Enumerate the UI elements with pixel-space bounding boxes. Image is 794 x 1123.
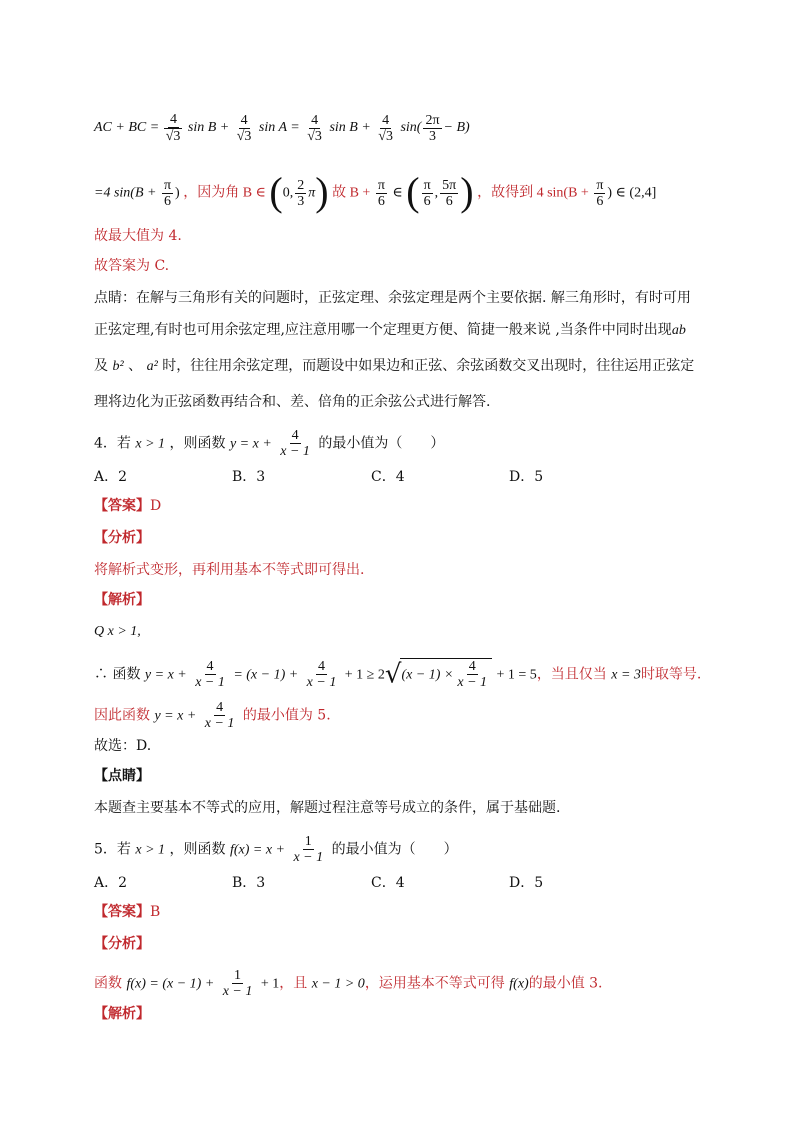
- analysis-math: f(x) = (x − 1) +: [126, 976, 215, 992]
- solution-math: + 1 ≥ 2: [344, 667, 385, 683]
- q5-option-a: A．2: [94, 875, 128, 891]
- eq-term: sin B +: [329, 120, 371, 136]
- paren-open: (: [406, 168, 420, 214]
- fraction: $\frac{2}{3}$: [297, 178, 305, 209]
- fraction: $\frac{2\pi}{3}$: [425, 112, 440, 144]
- q5-text: 的最小值为（ ）: [331, 841, 458, 858]
- q5-analysis: [94, 968, 603, 999]
- q4-function: y = x +: [229, 436, 272, 452]
- math-b2: b²: [112, 359, 124, 374]
- q4-option-c: C．4: [371, 469, 405, 485]
- max-value-line: 故最大值为 4.: [94, 228, 182, 244]
- eq-lhs: AC + BC =: [94, 120, 160, 136]
- paren-close: ): [460, 168, 474, 214]
- eq-term: sin A =: [258, 120, 300, 136]
- analysis-text: 的最小值 3.: [528, 975, 603, 992]
- q5-option-b: B．3: [232, 875, 266, 891]
- analysis-math: f(x): [509, 976, 529, 992]
- q4-text: 的最小值为（ ）: [318, 435, 445, 452]
- fraction: $\frac{\pi}{6}$: [423, 178, 431, 209]
- solution-math: y = x +: [154, 708, 197, 724]
- fraction: $\frac{1}{x - 1}$: [222, 968, 253, 999]
- answer-tag: 【答案】: [94, 498, 150, 514]
- answer-line: 故答案为 C.: [94, 258, 170, 274]
- fraction: $\frac{\pi}{6}$: [163, 178, 172, 209]
- fraction: $\frac{4}{x - 1}$: [204, 700, 235, 731]
- q5-number: 5．若: [94, 841, 131, 858]
- q4-solution-tag: 【解析】: [94, 592, 150, 608]
- fraction: $\frac{1}{x - 1}$: [293, 834, 324, 865]
- q4-option-b: B．3: [232, 469, 266, 485]
- q4-solution-1: Q x > 1,: [94, 624, 141, 639]
- q4-choose: 故选：D.: [94, 738, 152, 754]
- q5-analysis-tag: 【分析】: [94, 936, 150, 952]
- radicand: (x − 1) × $\frac{4}{x - 1}$: [400, 658, 492, 690]
- math-a2: a²: [146, 359, 158, 374]
- solution-math: x = 3: [611, 667, 641, 683]
- fraction: $\frac{4}{√3}$: [236, 112, 252, 144]
- comment-text: 及: [94, 358, 108, 374]
- fraction: $\frac{4}{x - 1}$: [280, 428, 310, 459]
- analysis-math: + 1: [260, 976, 280, 992]
- radical-sign: √: [384, 659, 402, 690]
- q5-option-c: C．4: [371, 875, 405, 891]
- fraction: $\frac{5\pi}{6}$: [442, 178, 457, 209]
- eq-part: ) ∈ (2,4]: [607, 185, 657, 201]
- comment-line-4: 理将边化为正弦函数再结合和、差、倍角的正余弦公式进行解答.: [94, 394, 491, 410]
- fraction: $\frac{\pi}{6}$: [596, 178, 604, 209]
- comment-line-2: [94, 320, 686, 341]
- analysis-math: x − 1 > 0: [311, 976, 365, 992]
- fraction: $\frac{4}{√3}$: [307, 112, 322, 144]
- q4-option-d: D．5: [509, 469, 544, 485]
- comment-line-3: [94, 356, 694, 377]
- q4-number: 4．若: [94, 435, 131, 452]
- eq-text: ，故得到 4 sin(B +: [477, 185, 589, 201]
- q4-option-a: A．2: [94, 469, 128, 485]
- paren-open: (: [269, 168, 283, 214]
- q5-solution-tag: 【解析】: [94, 1006, 150, 1022]
- solution-text: 因此函数: [94, 707, 150, 724]
- q4-solution-2: [94, 658, 701, 690]
- fraction: $\frac{\pi}{6}$: [377, 178, 385, 209]
- q4-text: ，则函数: [169, 435, 226, 452]
- eq-part: ): [175, 185, 180, 201]
- fraction: $\frac{4}{x - 1}$: [306, 659, 337, 690]
- interval-part: 0,: [282, 185, 294, 201]
- math-ab: ab: [671, 323, 686, 338]
- equation-line-2: =4 sin(B + $\frac{\pi}{6}$ ) ，因为角 B ∈ (0, $\frac{2}{3}$ π) 故 B + $\frac{\pi}{6}$ ∈ ( $\frac{\pi}{6}$ , $\frac{5\pi}{6}$ ) ，故得到 4 sin(B + $\frac{\pi}{6}$ ) ∈ (2,4]: [94, 168, 657, 214]
- fraction: $\frac{4}{√3}$: [378, 112, 393, 144]
- q5-condition: x > 1: [135, 842, 166, 858]
- eq-term: sin(: [400, 120, 422, 136]
- eq-term: sin B +: [187, 120, 230, 136]
- q5-answer: [94, 902, 160, 922]
- solution-text: ，当且仅当: [536, 666, 607, 683]
- eq-part: ∈: [392, 185, 403, 201]
- q4-comment-tag: 【点睛】: [94, 768, 150, 784]
- q4-comment: 本题查主要基本不等式的应用，解题过程注意等号成立的条件，属于基础题.: [94, 800, 561, 816]
- q4-stem: [94, 428, 444, 459]
- q5-function: f(x) = x +: [229, 842, 285, 858]
- solution-math: + 1 = 5: [496, 667, 537, 683]
- q5-option-d: D．5: [509, 875, 544, 891]
- q4-answer: [94, 496, 161, 516]
- comment-line-1: 点睛：在解与三角形有关的问题时，正弦定理、余弦定理是两个主要依据. 解三角形时，有时可用: [94, 290, 691, 306]
- solution-math: y = x +: [144, 667, 187, 683]
- q5-stem: [94, 834, 458, 865]
- eq-part: =4 sin(B +: [94, 185, 157, 201]
- q4-solution-3: [94, 700, 331, 731]
- q5-text: ，则函数: [169, 841, 226, 858]
- q4-analysis: 将解析式变形，再利用基本不等式即可得出.: [94, 562, 365, 578]
- solution-text: 时取等号.: [640, 666, 702, 683]
- q4-condition: x > 1: [135, 436, 166, 452]
- interval-part: π: [308, 185, 316, 201]
- q4-analysis-tag: 【分析】: [94, 530, 150, 546]
- answer-tag: 【答案】: [94, 904, 150, 920]
- analysis-text: ，运用基本不等式可得: [364, 975, 505, 992]
- solution-text: ∴ 函数: [94, 666, 141, 683]
- solution-math: = (x − 1) +: [233, 667, 299, 683]
- comment-text: 正弦定理,有时也可用余弦定理,应注意用哪一个定理更方便、简捷一般来说 ,当条件中同时出现: [94, 322, 672, 338]
- eq-text: ，因为角 B ∈: [183, 185, 266, 201]
- paren-close: ): [315, 168, 329, 214]
- comment-text: 时，往往用余弦定理，而题设中如果边和正弦、余弦函数交叉出现时，往往运用正弦定: [162, 358, 695, 374]
- eq-text: 故 B +: [332, 185, 371, 201]
- fraction: $\frac{4}{√3}$: [165, 112, 181, 144]
- equation-line-1: [94, 112, 470, 144]
- eq-term: − B): [443, 120, 470, 136]
- comment-text: 、: [128, 358, 143, 374]
- solution-text: 的最小值为 5.: [242, 707, 331, 724]
- fraction: $\frac{4}{x - 1}$: [195, 659, 225, 690]
- answer-value: D: [150, 498, 162, 514]
- answer-value: B: [150, 904, 161, 920]
- analysis-text: 函数: [94, 975, 122, 992]
- analysis-text: ，且: [279, 975, 308, 992]
